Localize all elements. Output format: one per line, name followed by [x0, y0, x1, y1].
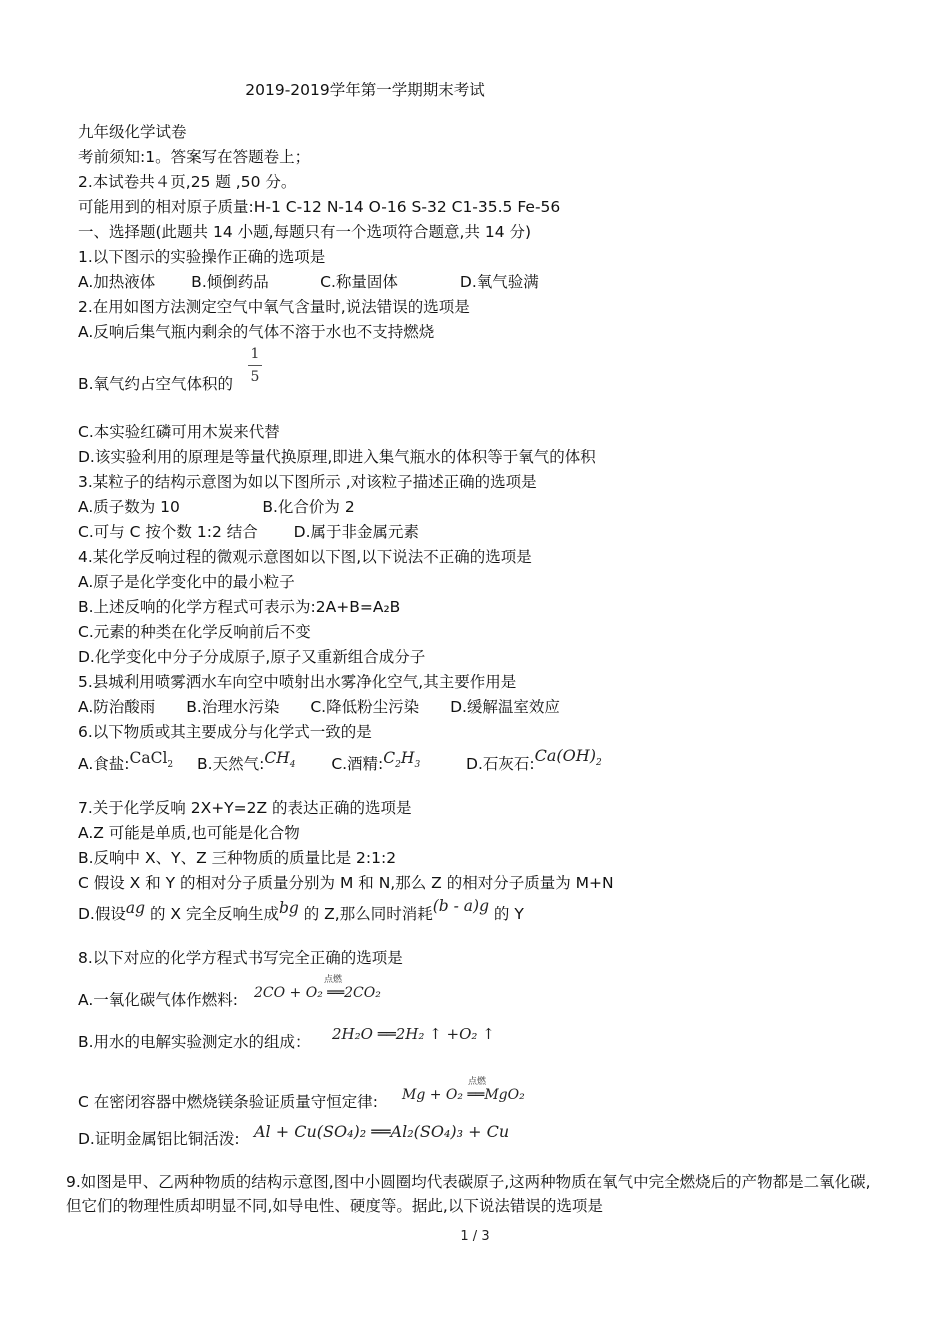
question-4-option-b: B.上述反响的化学方程式可表示为:2A+B=A₂B [78, 598, 401, 616]
mass-ag: ag [125, 899, 146, 917]
question-8-option-a: A.一氧化碳气体作燃料: [78, 991, 238, 1009]
fraction-one-fifth [248, 346, 262, 385]
fraction-denominator: 5 [250, 369, 260, 385]
question-7: 7.关于化学反响 2X+Y=2Z 的表达正确的选项是 [78, 799, 412, 817]
question-8: 8.以下对应的化学方程式书写完全正确的选项是 [78, 949, 403, 967]
question-4: 4.某化学反响过程的微观示意图如以下图,以下说法不正确的选项是 [78, 548, 532, 566]
question-7-option-c: C 假设 X 和 Y 的相对分子质量分别为 M 和 N,那么 Z 的相对分子质量为 M+N [78, 874, 614, 892]
question-3: 3.某粒子的结构示意图为如以下图所示 ,对该粒子描述正确的选项是 [78, 473, 537, 491]
question-8-option-d: D.证明金属铝比铜活泼: [78, 1130, 240, 1148]
mass-b-minus-a: (b - a)g [432, 897, 489, 915]
question-7-option-a: A.Z 可能是单质,也可能是化合物 [78, 824, 300, 842]
page-number: 1 / 3 [460, 1229, 490, 1244]
notice-line-2: 2.本试卷共４页,25 题 ,50 分。 [78, 173, 297, 191]
grade-subject: 九年级化学试卷 [78, 123, 187, 141]
mass-bg: bg [278, 899, 299, 917]
question-2-option-b: B.氧气约占空气体积的 [78, 375, 234, 393]
question-2: 2.在用如图方法测定空气中氧气含量时,说法错误的选项是 [78, 298, 470, 316]
question-9: 9.如图是甲、乙两种物质的结构示意图,图中小圆圈均代表碳原子,这两种物质在氧气中完全燃烧后的产物都是二氧化碳,但它们的物理性质却明显不同,如导电性、硬度等。据此,以下说法错误的选项是 [66, 1173, 871, 1215]
q6-option-b-label: B.天然气: [197, 755, 265, 773]
question-7-option-b: B.反响中 X、Y、Z 三种物质的质量比是 2:1:2 [78, 849, 397, 867]
question-5: 5.县城利用喷雾洒水车向空中喷射出水雾净化空气,其主要作用是 [78, 673, 517, 691]
question-4-option-a: A.原子是化学变化中的最小粒子 [78, 573, 295, 591]
section-heading: 一、选择题(此题共 14 小题,每题只有一个选项符合题意,共 14 分) [78, 223, 532, 241]
exam-title: 2019-2019学年第一学期期末考试 [245, 81, 485, 99]
q6-option-d-label: D.石灰石: [466, 755, 535, 773]
question-2-option-a: A.反响后集气瓶内剩余的气体不溶于水也不支持燃烧 [78, 323, 435, 341]
question-7-option-d: D.假设ag 的 X 完全反响生成bg 的 Z,那么同时消耗(b - a)g 的 Y [78, 897, 524, 923]
question-8-option-b: B.用水的电解实验测定水的组成： [78, 1033, 311, 1051]
q6-option-c-label: C.酒精: [331, 755, 384, 773]
condition-ignite-c: 点燃 [468, 1077, 487, 1087]
question-4-option-c: C.元素的种类在化学反响前后不变 [78, 623, 311, 641]
fraction-numerator: 1 [250, 346, 260, 362]
atomic-masses: 可能用到的相对原子质量:H-1 C-12 N-14 O-16 S-32 C1-35.5 Fe-56 [78, 198, 561, 216]
question-3-options-cd: C.可与 C 按个数 1:2 结合 D.属于非金属元素 [78, 523, 420, 541]
question-4-option-d: D.化学变化中分子分成原子,原子又重新组合成分子 [78, 648, 426, 666]
q6-formula-ch-alcohol: $C_2H_3$ [383, 749, 421, 771]
equation-b: 2H₂O ══2H₂ ↑ +O₂ ↑ [332, 1025, 495, 1043]
question-1: 1.以下图示的实验操作正确的选项是 [78, 248, 326, 266]
question-1-options: A.加热液体 B.倾倒药品 C.称量固体 D.氧气验满 [78, 273, 539, 291]
notice-line-1: 考前须知:1。答案写在答题卷上； [78, 148, 311, 166]
q6-option-a-label: A.食盐: [78, 755, 130, 773]
equation-c: Mg + O₂ ══MgO₂ [402, 1087, 525, 1103]
question-6-options [78, 746, 602, 781]
q6-formula-ch: $CH_4$ [264, 749, 296, 771]
equation-a: 2CO + O₂ ══2CO₂ [254, 985, 381, 1001]
q6-formula-cacl: CaCl$_2$ [129, 749, 174, 771]
question-2-option-d: D.该实验利用的原理是等量代换原理,即进入集气瓶水的体积等于氧气的体积 [78, 448, 596, 466]
question-2-option-c: C.本实验红磷可用木炭来代替 [78, 423, 280, 441]
equation-d: Al + Cu(SO₄)₂ ══Al₂(SO₄)₃ + Cu [254, 1122, 510, 1141]
question-8-option-c: C 在密闭容器中燃烧镁条验证质量守恒定律: [78, 1093, 378, 1111]
question-3-options-ab: A.质子数为 10 B.化合价为 2 [78, 498, 355, 516]
question-5-options: A.防治酸雨 B.治理水污染 C.降低粉尘污染 D.缓解温室效应 [78, 698, 560, 716]
q6-formula-caoh: $Ca(OH)_2$ [534, 746, 602, 769]
condition-ignite-a: 点燃 [324, 975, 343, 985]
question-6: 6.以下物质或其主要成分与化学式一致的是 [78, 723, 372, 741]
